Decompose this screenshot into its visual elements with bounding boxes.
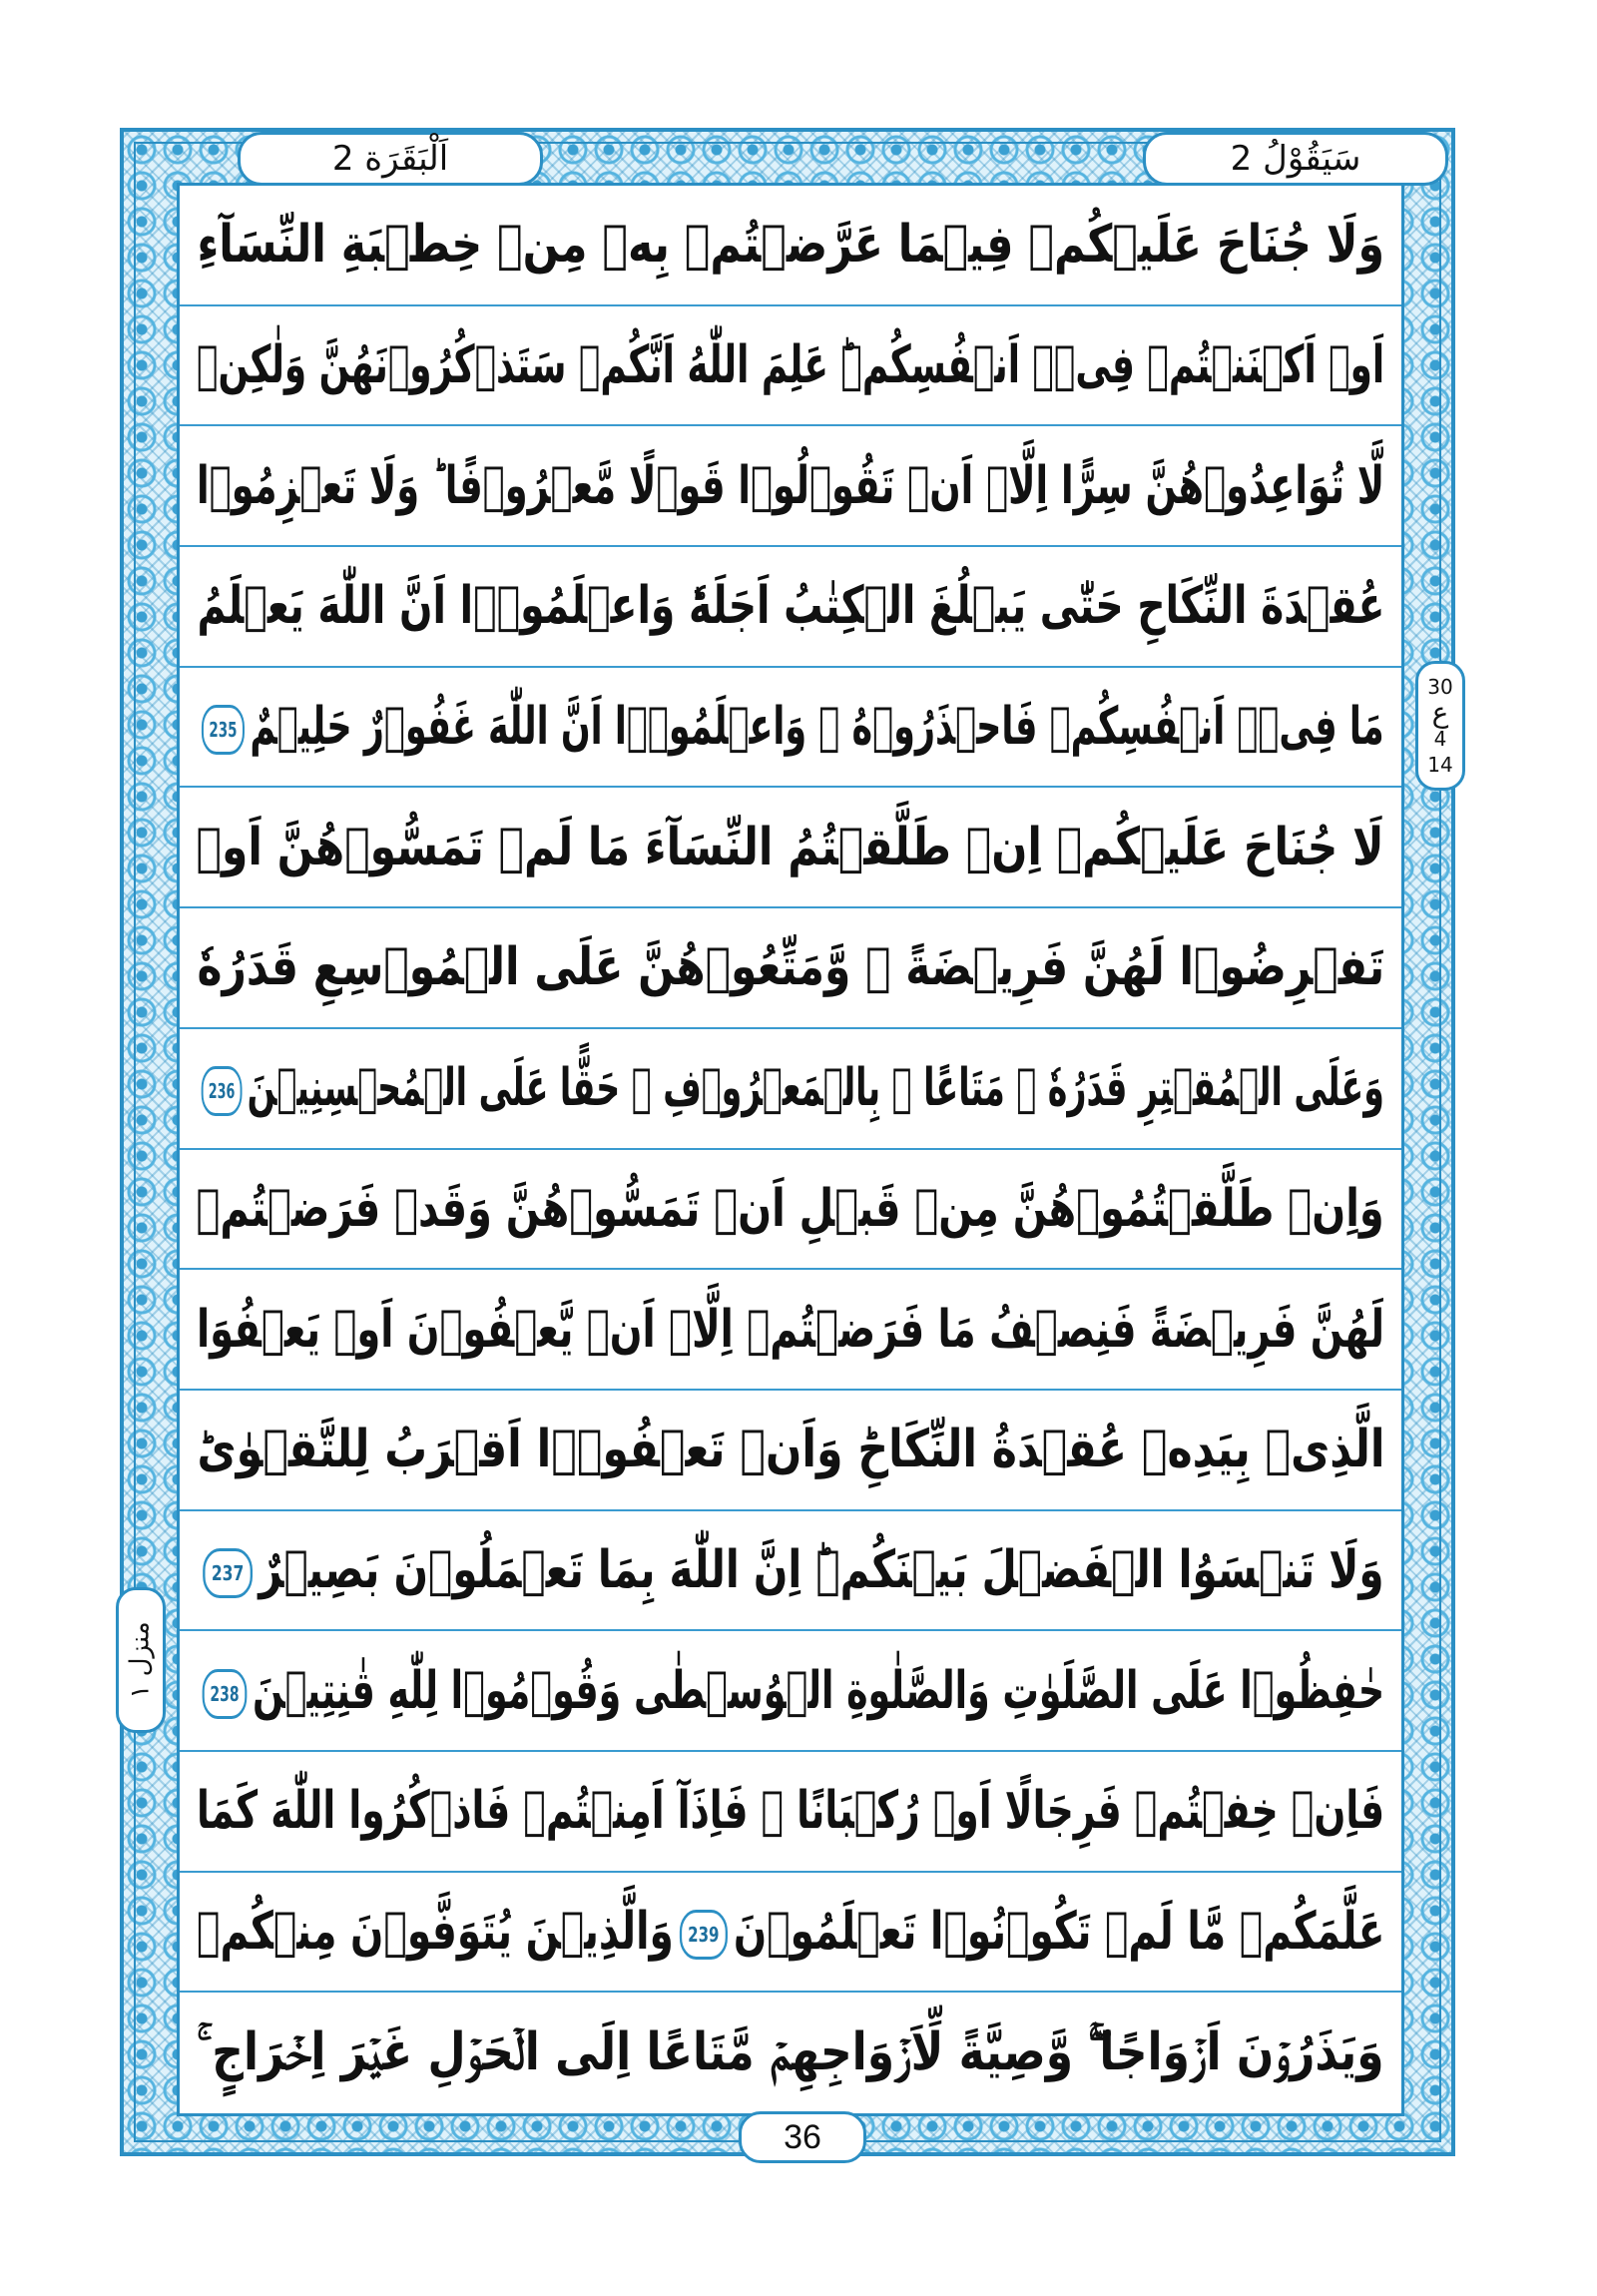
verse-text: عَلَّمَكُمۡ مَّا لَمۡ تَكُوۡنُوۡا تَعۡلَمُوۡنَ	[733, 1901, 1385, 1962]
verse-text: مَا فِىۡۤ اَنۡفُسِكُمۡ فَاحۡذَرُوۡهُ‌ ۚ وَاعۡلَمُوۡۤا اَنَّ اللّٰهَ غَفُوۡرٌ حَلِيۡمٌ	[250, 697, 1385, 758]
line-content	[197, 1058, 1384, 1118]
verse-text: الَّذِىۡ بِيَدِهٖ عُقۡدَةُ النِّكَاحِ‌ؕ وَاَنۡ تَعۡفُوۡۤا اَقۡرَبُ لِلتَّقۡوٰى‌ؕ	[197, 1420, 1384, 1480]
text-line	[180, 1752, 1401, 1873]
line-content	[197, 1902, 1384, 1962]
manzil-marker	[116, 1587, 166, 1733]
line-content	[197, 2022, 1384, 2083]
text-line	[180, 1873, 1401, 1994]
line-content	[197, 215, 1384, 275]
line-content	[197, 1179, 1384, 1239]
verse-number-marker: 239	[680, 1910, 728, 1960]
surah-name-label: اَلْبَقَرَة 2	[238, 132, 543, 186]
verse-text: فَاِنۡ خِفۡتُمۡ فَرِجَالًا اَوۡ رُكۡبَانًا ‌ۚ فَاِذَآ اَمِنۡتُمۡ فَاذۡكُرُوا اللّٰهَ كَمَا	[196, 1781, 1385, 1842]
line-content	[197, 1420, 1384, 1479]
quran-text-panel	[177, 183, 1404, 2116]
ruku-number-bottom: 14	[1427, 753, 1453, 777]
line-content	[197, 1540, 1384, 1600]
line-content	[197, 1781, 1384, 1841]
line-content	[197, 937, 1384, 997]
line-content	[197, 335, 1384, 395]
text-line	[180, 1270, 1401, 1391]
verse-text: وَلَا تَنۡسَوُا الۡفَضۡلَ بَيۡنَكُمۡ‌ؕ اِنَّ اللّٰهَ بِمَا تَعۡمَلُوۡنَ بَصِيۡرٌ	[259, 1539, 1384, 1600]
verse-text: حٰفِظُوۡا عَلَى الصَّلَوٰتِ وَالصَّلٰوةِ الۡوُسۡطٰى وَقُوۡمُوۡا لِلّٰهِ قٰنِتِيۡنَ	[252, 1660, 1385, 1721]
verse-number-marker: 237	[203, 1548, 253, 1598]
verse-text: وَلَا جُنَاحَ عَلَيۡكُمۡ فِيۡمَا عَرَّضۡتُمۡ بِهٖ مِنۡ خِطۡبَةِ النِّسَآءِ	[197, 215, 1384, 276]
text-line	[180, 668, 1401, 789]
text-line	[180, 908, 1401, 1029]
ruku-number-middle: 4	[1433, 727, 1447, 751]
text-lines	[180, 186, 1401, 2113]
line-content	[197, 818, 1384, 877]
page-number: 36	[739, 2111, 866, 2163]
ruku-symbol: ع	[1431, 696, 1449, 729]
verse-text: تَفۡرِضُوۡا لَهُنَّ فَرِيۡضَةً ۚ وَّمَتِّعُوۡهُنَّ عَلَى الۡمُوۡسِعِ قَدَرُهٗ	[197, 937, 1384, 998]
ruku-marker	[1415, 661, 1465, 791]
text-line	[180, 788, 1401, 908]
verse-text: اَوۡ اَكۡنَنۡتُمۡ فِىۡۤ اَنۡفُسِكُمۡ‌ؕ عَلِمَ اللّٰهُ اَنَّكُمۡ سَتَذۡكُرُوۡنَهُنَّ وَلٰكِنۡ	[196, 335, 1385, 396]
text-line	[180, 1993, 1401, 2113]
line-content	[197, 1661, 1384, 1721]
verse-text: وَيَذَرُوۡنَ اَزۡوَاجًا ۖۚ وَّصِيَّةً لِّاَزۡوَاجِهِمۡ مَّتَاعًا اِلَى الۡحَوۡلِ غَيۡرَ اِخۡرَاجٍ ‌ۚ	[197, 2022, 1384, 2083]
juz-name-label: سَيَقُوْلُ 2	[1143, 132, 1448, 186]
text-line	[180, 1511, 1401, 1632]
verse-text: لَّا تُوَاعِدُوۡهُنَّ سِرًّا اِلَّاۤ اَنۡ تَقُوۡلُوۡا قَوۡلًا مَّعۡرُوۡفًا ؕ وَلَا تَعۡزِمُوۡا	[196, 455, 1385, 516]
text-line	[180, 547, 1401, 668]
line-content	[197, 697, 1384, 757]
text-line	[180, 1029, 1401, 1150]
verse-number-marker: 236	[202, 1066, 243, 1116]
verse-number-marker: 235	[202, 705, 245, 755]
text-line	[180, 186, 1401, 306]
ruku-number-top: 30	[1427, 675, 1453, 699]
verse-text: وَعَلَى الۡمُقۡتِرِ قَدَرُهٗ ۚ مَتَاعًا ۢ بِالۡمَعۡرُوۡفِ‌ ۚ حَقًّا عَلَى الۡمُحۡسِنِيۡنَ	[247, 1058, 1385, 1119]
verse-text: لَا جُنَاحَ عَلَيۡكُمۡ اِنۡ طَلَّقۡتُمُ النِّسَآءَ مَا لَمۡ تَمَسُّوۡهُنَّ اَوۡ	[196, 817, 1385, 877]
verse-text: وَالَّذِيۡنَ يُتَوَفَّوۡنَ مِنۡكُمۡ	[196, 1901, 674, 1962]
manzil-label: منزل ١	[126, 1621, 156, 1699]
line-content	[197, 576, 1384, 636]
verse-number-marker: 238	[203, 1669, 248, 1719]
text-line	[180, 306, 1401, 427]
text-line	[180, 426, 1401, 547]
text-line	[180, 1631, 1401, 1752]
verse-text: لَهُنَّ فَرِيۡضَةً فَنِصۡفُ مَا فَرَضۡتُمۡ اِلَّاۤ اَنۡ يَّعۡفُوۡنَ اَوۡ يَعۡفُوَا	[196, 1299, 1385, 1360]
text-line	[180, 1391, 1401, 1511]
text-line	[180, 1150, 1401, 1271]
verse-text: عُقۡدَةَ النِّكَاحِ حَتّٰى يَبۡلُغَ الۡكِتٰبُ اَجَلَهٗ‌ؕ وَاعۡلَمُوۡۤا اَنَّ اللّٰهَ يَعۡلَمُ	[197, 576, 1384, 637]
verse-text: وَاِنۡ طَلَّقۡتُمُوۡهُنَّ مِنۡ قَبۡلِ اَنۡ تَمَسُّوۡهُنَّ وَقَدۡ فَرَضۡتُمۡ	[196, 1178, 1385, 1239]
line-content	[197, 456, 1384, 516]
line-content	[197, 1300, 1384, 1360]
